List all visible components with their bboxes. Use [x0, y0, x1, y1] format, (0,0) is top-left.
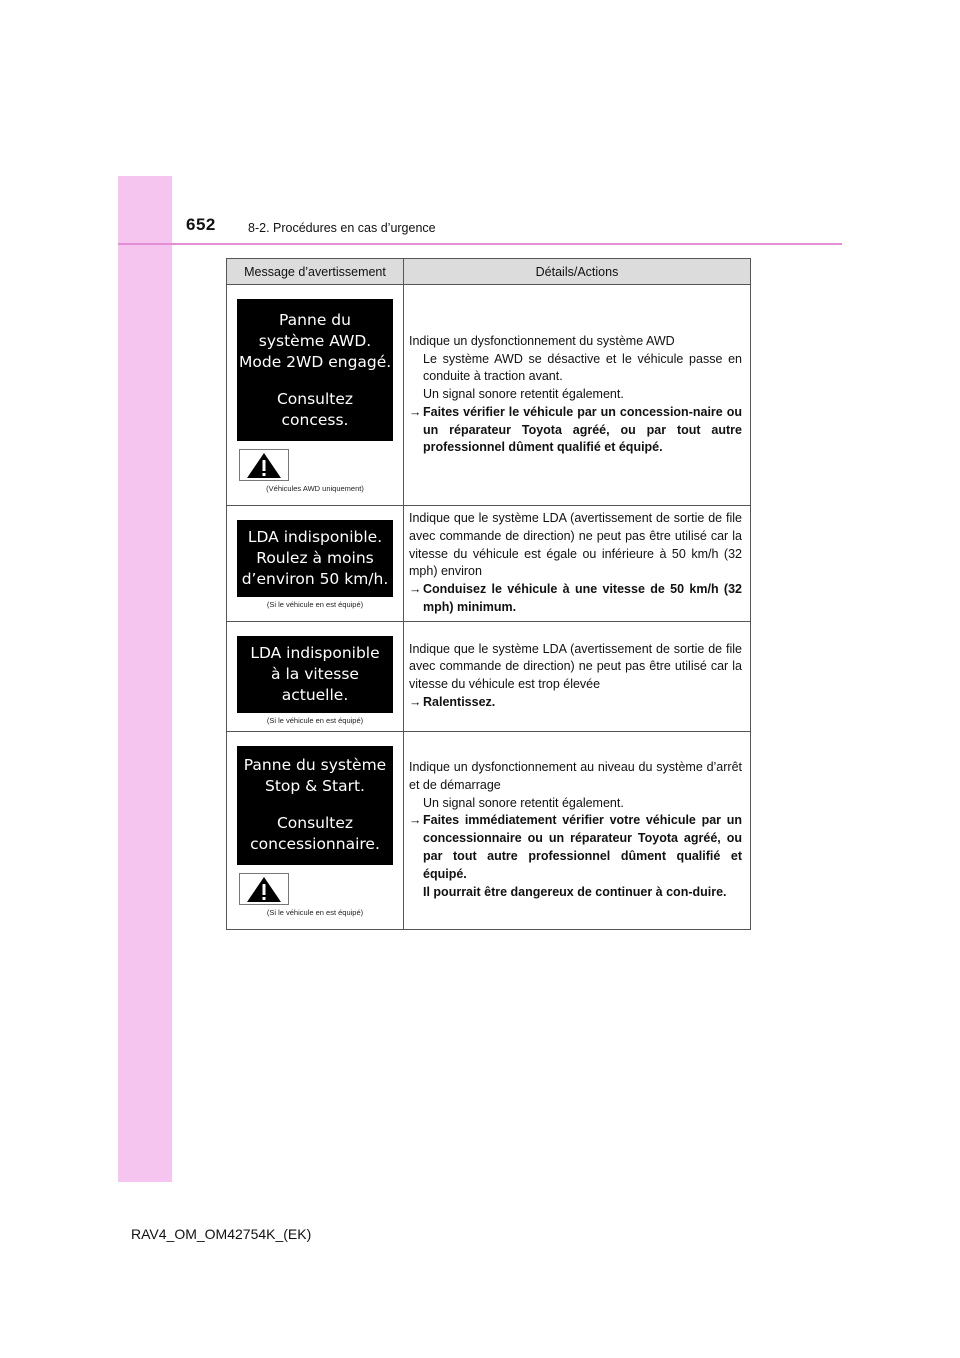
right-arrow-icon: → — [409, 695, 422, 710]
warning-screen — [237, 299, 393, 441]
screen-line — [239, 373, 391, 389]
right-arrow-icon: → — [409, 404, 422, 419]
action-extra-text: Il pourrait être dangereux de continuer à con-duire. — [423, 884, 727, 899]
right-arrow-icon: → — [409, 813, 422, 828]
action-line — [409, 404, 742, 457]
header-divider — [118, 243, 842, 245]
screen-line: d’environ 50 km/h. — [241, 570, 389, 588]
action-line — [409, 812, 742, 901]
table-row — [227, 621, 751, 731]
screen-line: à la vitesse — [271, 664, 359, 683]
section-title: 8-2. Procédures en cas d’urgence — [248, 221, 436, 235]
action-text: Faites vérifier le véhicule par un concession-naire ou un réparateur Toyota agréé, ou par tout autre professionnel dûment qualifié et équipé. — [423, 404, 742, 455]
action-text: Conduisez le véhicule à une vitesse de 50 km/h (32 mph) minimum. — [423, 582, 742, 614]
warning-screen — [237, 636, 393, 713]
table-header-row — [227, 259, 751, 285]
description-text: Indique que le système LDA (avertissement de sortie de file avec commande de direction) ne peut pas être utilisé car la vitesse du véhicule est égale ou inférieure à 50 km/h (32 mph) environ — [409, 511, 742, 579]
warning-screen — [237, 746, 393, 865]
action-text: Faites immédiatement vérifier votre véhicule par un concessionnaire ou un réparateur Toyota agréé, ou par tout autre professionnel dûment qualifié et équipé. — [423, 813, 742, 881]
warning-messages-table — [226, 258, 751, 930]
screen-line: Consultez — [276, 389, 354, 408]
screen-line: Panne du système — [243, 756, 387, 775]
note-text: Un signal sonore retentit également. — [423, 387, 624, 402]
screen-line: Panne du — [279, 310, 351, 329]
message-cell — [227, 506, 404, 622]
warning-screen — [237, 520, 393, 597]
applicability-caption: (Si le véhicule en est équipé) — [266, 907, 364, 917]
details-cell — [404, 285, 751, 506]
screen-line: Mode 2WD engagé. — [239, 352, 392, 371]
note-text: Un signal sonore retentit également. — [423, 795, 624, 810]
applicability-caption: (Véhicules AWD uniquement) — [266, 484, 364, 493]
screen-line: système AWD. — [258, 331, 372, 350]
column-header-details: Détails/Actions — [404, 259, 751, 285]
message-cell — [227, 731, 404, 929]
screen-line: LDA indisponible. — [247, 528, 383, 546]
column-header-message: Message d’avertissement — [227, 259, 404, 285]
warning-triangle-icon — [239, 873, 289, 905]
sidebar-tab — [118, 176, 172, 1182]
details-cell — [404, 731, 751, 929]
applicability-caption: (Si le véhicule en est équipé) — [266, 600, 364, 609]
table-row — [227, 506, 751, 622]
action-line — [409, 694, 742, 712]
description-text: Indique un dysfonctionnement au niveau du système d’arrêt et de démarrage — [409, 760, 742, 792]
screen-line: Stop & Start. — [265, 777, 365, 796]
applicability-caption: (Si le véhicule en est équipé) — [266, 715, 364, 725]
screen-line — [239, 797, 391, 813]
page-number: 652 — [186, 215, 216, 234]
message-cell — [227, 621, 404, 731]
action-line — [409, 581, 742, 617]
description-text: Indique que le système LDA (avertissement de sortie de file avec commande de direction) ne peut pas être utilisé car la vitesse du véhicule est trop élevée — [409, 641, 742, 692]
details-cell — [404, 506, 751, 622]
screen-line: actuelle. — [281, 685, 349, 704]
right-arrow-icon: → — [409, 582, 422, 597]
warning-triangle-icon — [239, 449, 289, 481]
screen-line: Consultez — [276, 814, 354, 833]
screen-line: LDA indisponible — [250, 643, 380, 662]
action-text: Ralentissez. — [423, 695, 496, 710]
screen-line: concess. — [281, 410, 349, 429]
message-cell — [227, 285, 404, 506]
note-text: Le système AWD se désactive et le véhicule passe en conduite à traction avant. — [423, 351, 742, 384]
screen-line: concessionnaire. — [250, 835, 380, 854]
screen-line: Roulez à moins — [256, 549, 374, 567]
table-row — [227, 285, 751, 506]
description-text: Indique un dysfonctionnement du système AWD — [409, 333, 675, 348]
table-row — [227, 731, 751, 929]
document-code: RAV4_OM_OM42754K_(EK) — [131, 1226, 312, 1242]
details-cell — [404, 621, 751, 731]
